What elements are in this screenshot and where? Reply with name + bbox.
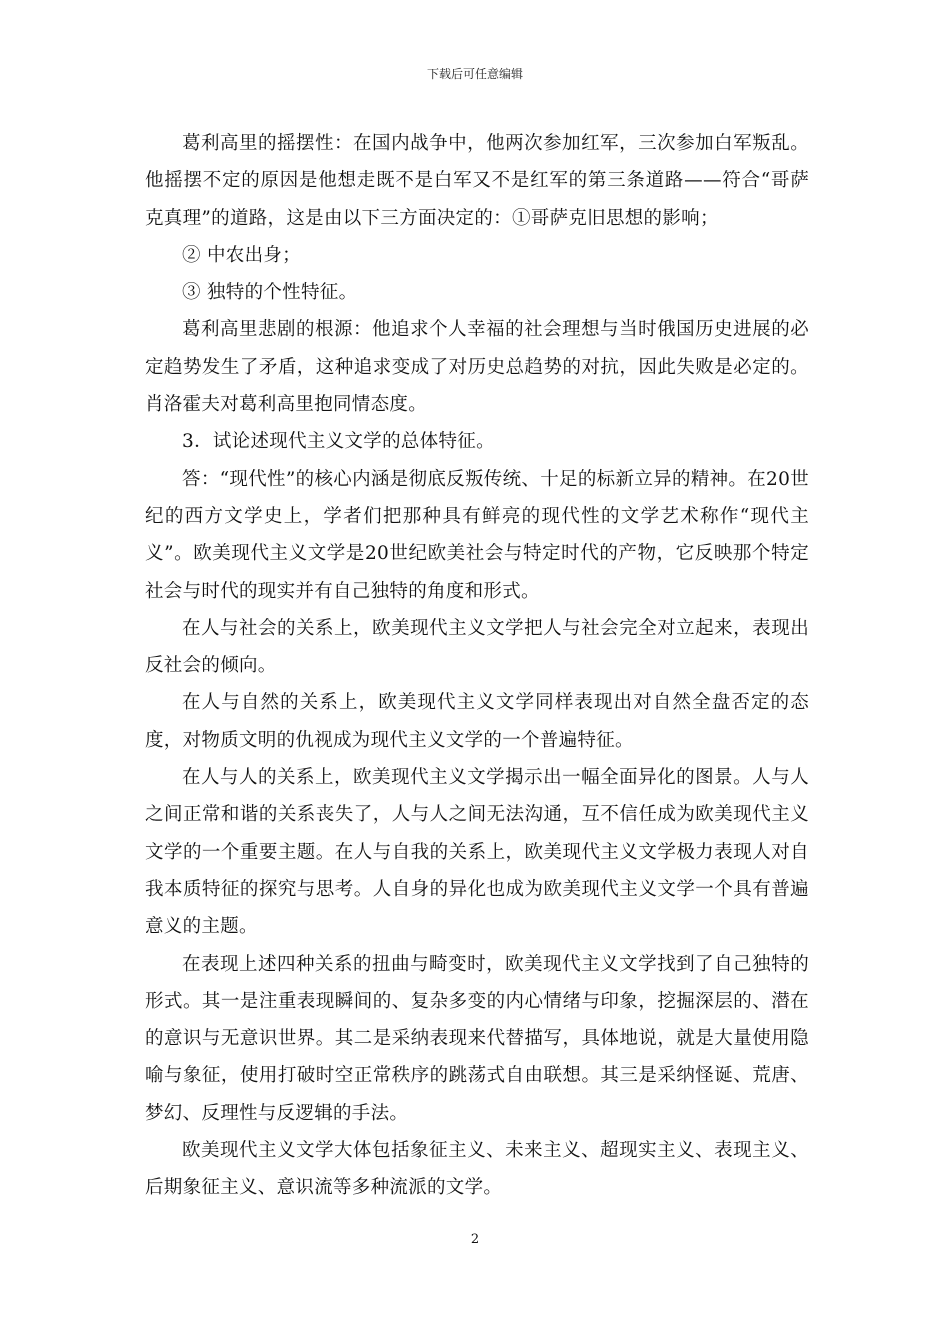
paragraph-9: 在人与人的关系上，欧美现代主义文学揭示出一幅全面异化的图景。人与人之间正常和谐的关系丧失了，人与人之间无法沟通，互不信任成为欧美现代主义文学的一个重要主题。在人与自我的关系上，欧美现代主义文学极力表现人对自我本质特征的探究与思考。人自身的异化也成为欧美现代主义文学一个具有普遍意义的主题。 [145,767,809,938]
paragraph-3: ③ 独特的个性特征。 [182,282,358,304]
document-body [145,125,809,1207]
paragraph-4: 葛利高里悲剧的根源：他追求个人幸福的社会理想与当时俄国历史进展的必定趋势发生了矛盾，这种追求变成了对历史总趋势的对抗，因此失败是必定的。肖洛霍夫对葛利高里抱同情态度。 [145,319,809,416]
page-number: 2 [470,1232,480,1247]
paragraph-10: 在表现上述四种关系的扭曲与畸变时，欧美现代主义文学找到了自己独特的形式。其一是注重表现瞬间的、复杂多变的内心情绪与印象，挖掘深层的、潜在的意识与无意识世界。其二是采纳表现来代替描写，具体地说，就是大量使用隐喻与象征，使用打破时空正常秩序的跳荡式自由联想。其三是采纳怪诞、荒唐、梦幻、反理性与反逻辑的手法。 [145,953,809,1124]
paragraph-1: 葛利高里的摇摆性：在国内战争中，他两次参加红军，三次参加白军叛乱。他摇摆不定的原因是他想走既不是白军又不是红军的第三条道路——符合“哥萨克真理”的道路，这是由以下三方面决定的：①哥萨克旧思想的影响； [145,133,809,229]
paragraph-5: 3．试论述现代主义文学的总体特征。 [182,431,495,453]
paragraph-2: ② 中农出身； [182,244,301,266]
paragraph-11: 欧美现代主义文学大体包括象征主义、未来主义、超现实主义、表现主义、后期象征主义、意识流等多种流派的文学。 [145,1140,809,1199]
page-header: 下载后可任意编辑 [426,67,523,81]
paragraph-8: 在人与自然的关系上，欧美现代主义文学同样表现出对自然全盘否定的态度，对物质文明的仇视成为现代主义文学的一个普遍特征。 [145,692,809,751]
paragraph-7: 在人与社会的关系上，欧美现代主义文学把人与社会完全对立起来，表现出反社会的倾向。 [145,617,809,677]
paragraph-6: 答：“现代性”的核心内涵是彻底反叛传统、十足的标新立异的精神。在20世纪的西方文学史上，学者们把那种具有鲜亮的现代性的文学艺术称作“现代主义”。欧美现代主义文学是20世纪欧美社会与特定时代的产物，它反映那个特定社会与时代的现实并有自己独特的角度和形式。 [145,468,809,602]
